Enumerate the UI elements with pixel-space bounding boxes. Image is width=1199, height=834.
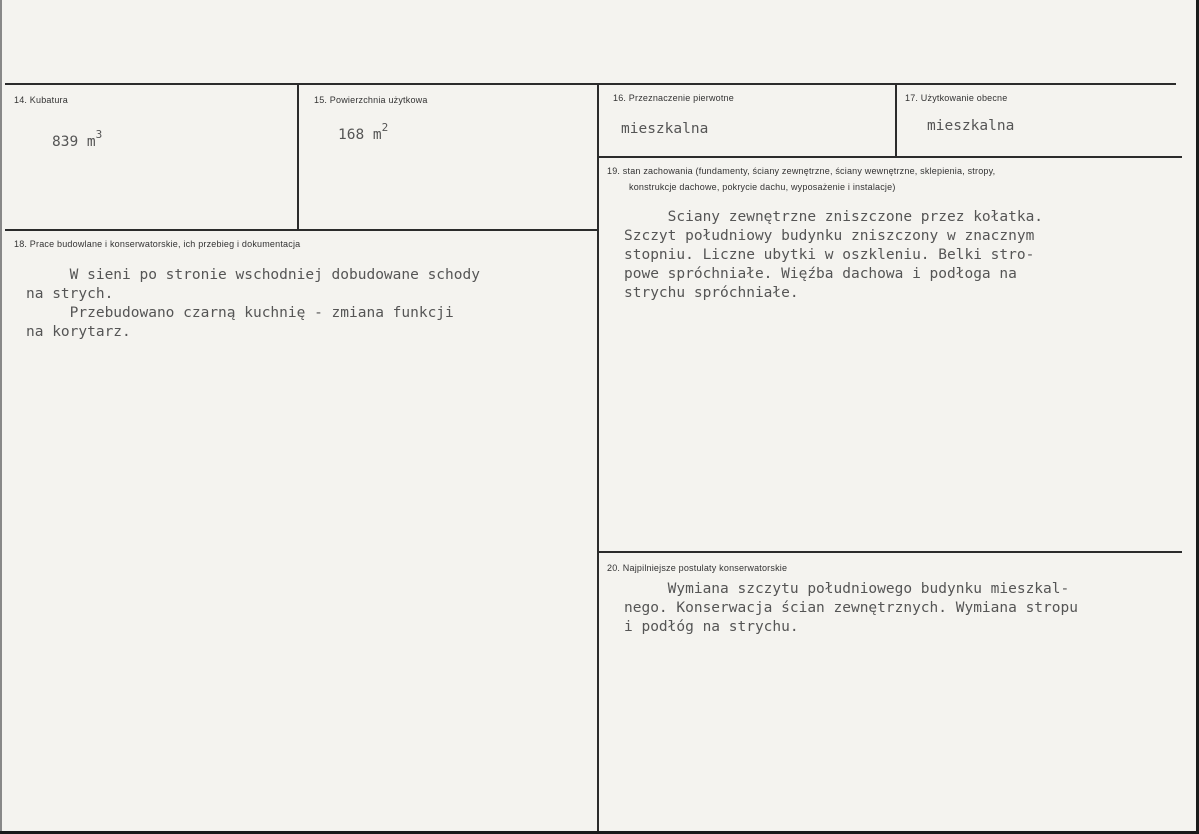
rule-right-row1 <box>599 156 1182 158</box>
divider-center <box>597 83 599 834</box>
field-18-line: Przebudowano czarną kuchnię - zmiana funkcji <box>26 305 454 321</box>
field-17-value: mieszkalna <box>927 118 1015 134</box>
field-20-line: nego. Konserwacja ścian zewnętrznych. Wymiana stropu <box>624 600 1078 616</box>
field-19-line: stopniu. Liczne ubytki w oszkleniu. Belki stro- <box>624 247 1035 263</box>
field-14-value-text: 839 m <box>52 133 96 150</box>
field-18-line: W sieni po stronie wschodniej dobudowane schody <box>26 267 480 283</box>
field-14-value <box>52 130 102 150</box>
field-14-unit-exponent: 3 <box>95 128 103 141</box>
field-19-line: powe spróchniałe. Więźba dachowa i podłoga na <box>624 266 1017 282</box>
field-16-value: mieszkalna <box>621 121 709 137</box>
field-19-label-cont: konstrukcje dachowe, pokrycie dachu, wyposażenie i instalacje) <box>629 182 896 192</box>
scan-edge-left <box>0 0 2 834</box>
rule-left-row1 <box>5 229 599 231</box>
field-18-line: na strych. <box>26 286 114 302</box>
field-19-line: Sciany zewnętrzne zniszczone przez kołatka. <box>624 209 1044 225</box>
field-20-line: Wymiana szczytu południowego budynku mieszkal- <box>624 581 1070 597</box>
field-14-label: 14. Kubatura <box>14 95 68 105</box>
field-16-label: 16. Przeznaczenie pierwotne <box>613 93 734 103</box>
field-15-label: 15. Powierzchnia użytkowa <box>314 95 428 105</box>
field-15-value <box>338 123 388 143</box>
field-20-line: i podłóg na strychu. <box>624 619 799 635</box>
rule-right-row2 <box>599 551 1182 553</box>
divider-14-15 <box>297 83 299 230</box>
field-18-line: na korytarz. <box>26 324 131 340</box>
field-15-unit-exponent: 2 <box>381 121 389 134</box>
field-19-line: Szczyt południowy budynku zniszczony w znacznym <box>624 228 1035 244</box>
field-17-label: 17. Użytkowanie obecne <box>905 93 1008 103</box>
field-20-label: 20. Najpilniejsze postulaty konserwatorskie <box>607 563 788 573</box>
field-19-line: strychu spróchniałe. <box>624 285 799 301</box>
top-rule <box>5 83 1176 85</box>
field-19-label: 19. stan zachowania (fundamenty, ściany zewnętrzne, ściany wewnętrzne, sklepienia, stropy, <box>607 166 996 176</box>
field-18-label: 18. Prace budowlane i konserwatorskie, ich przebieg i dokumentacja <box>14 239 301 249</box>
field-15-value-text: 168 m <box>338 126 382 143</box>
divider-16-17 <box>895 83 897 157</box>
